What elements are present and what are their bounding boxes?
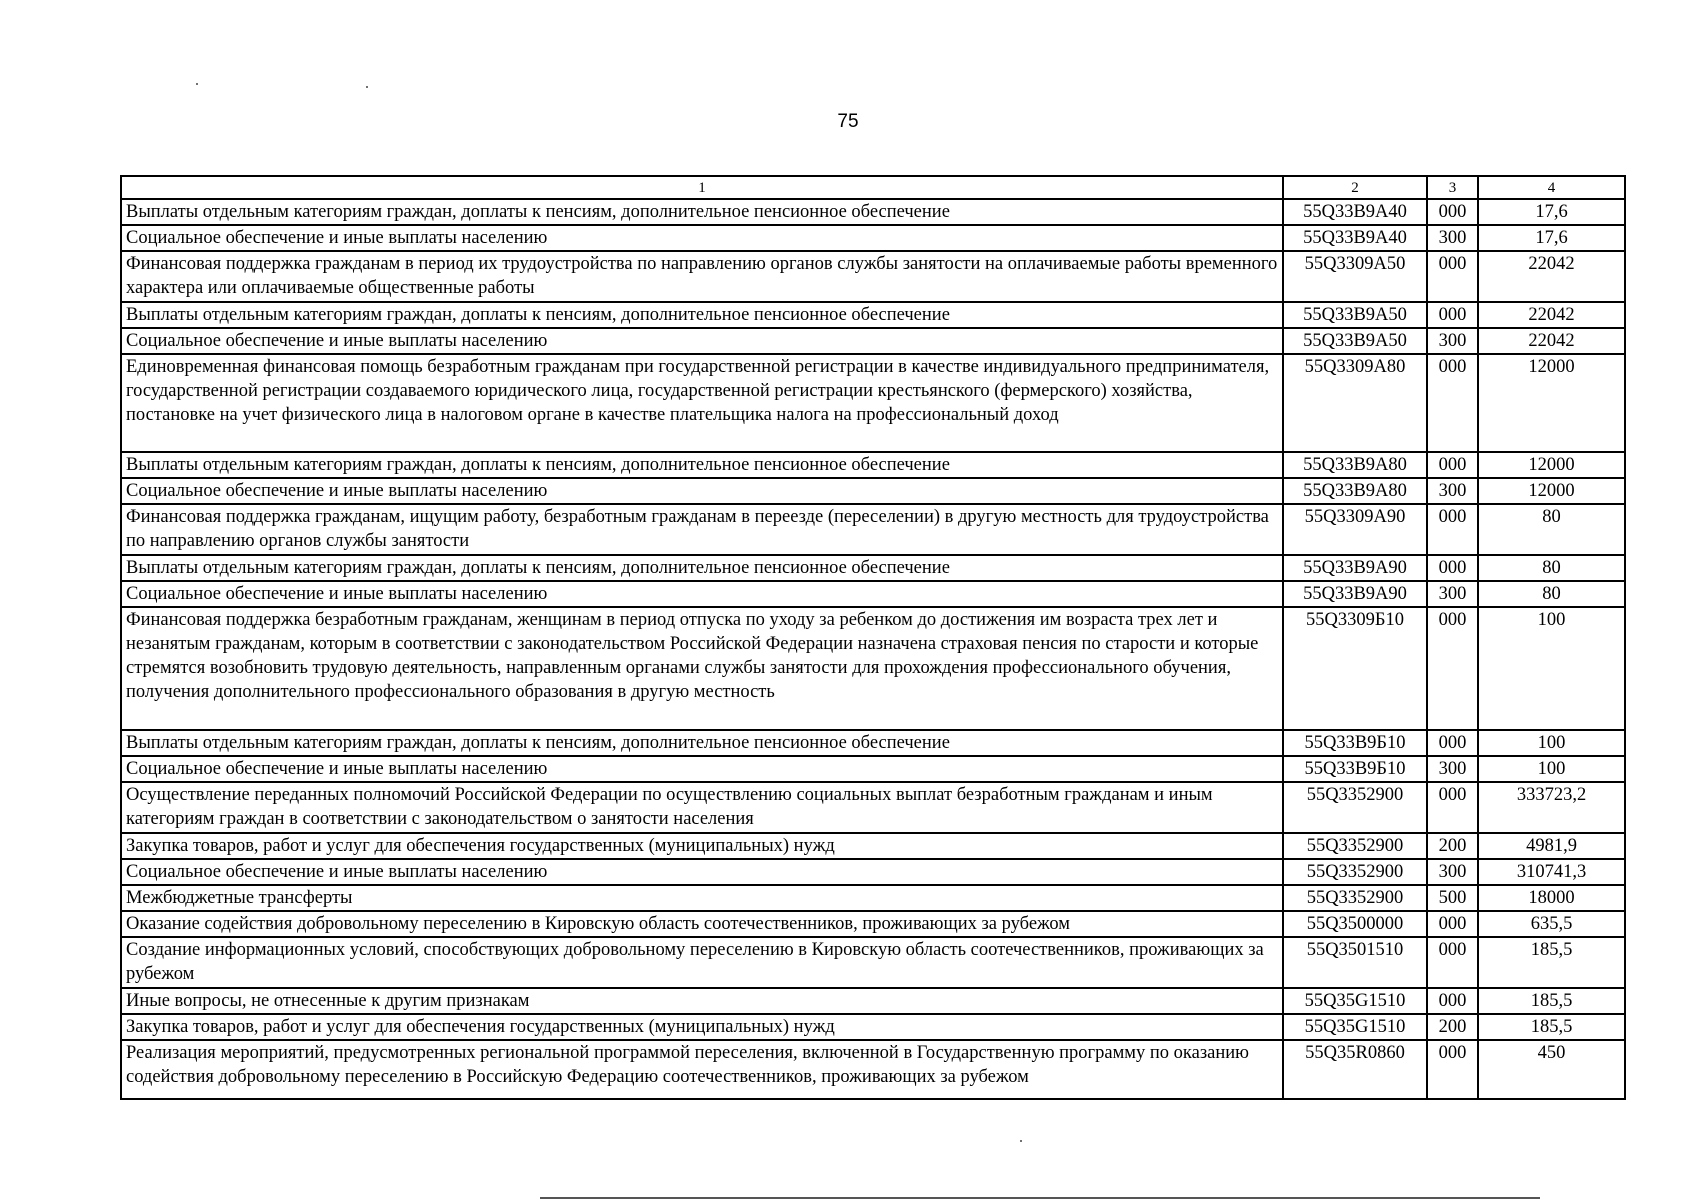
table-row (121, 555, 1625, 581)
row-code-cell: 55Q33B9A40 (1283, 225, 1427, 251)
row-name-cell: Выплаты отдельным категориям граждан, доплаты к пенсиям, дополнительное пенсионное обеспечение (121, 452, 1283, 478)
row-amount-cell: 22042 (1478, 251, 1625, 302)
row-name-cell: Выплаты отдельным категориям граждан, доплаты к пенсиям, дополнительное пенсионное обеспечение (121, 302, 1283, 328)
row-code-cell: 55Q33B9A90 (1283, 555, 1427, 581)
row-name-cell: Закупка товаров, работ и услуг для обеспечения государственных (муниципальных) нужд (121, 1014, 1283, 1040)
table-row (121, 937, 1625, 988)
row-amount-cell: 12000 (1478, 452, 1625, 478)
row-code-cell: 55Q3501510 (1283, 937, 1427, 988)
budget-table (120, 175, 1626, 1100)
row-amount-cell: 22042 (1478, 302, 1625, 328)
row-amount-cell: 100 (1478, 730, 1625, 756)
row-code-cell: 55Q3500000 (1283, 911, 1427, 937)
row-code-cell: 55Q33B9A80 (1283, 452, 1427, 478)
scan-speck (1020, 1140, 1022, 1142)
row-amount-cell: 17,6 (1478, 225, 1625, 251)
row-type-cell: 000 (1427, 782, 1478, 833)
row-amount-cell: 450 (1478, 1040, 1625, 1099)
row-type-cell: 000 (1427, 199, 1478, 225)
row-name-cell: Выплаты отдельным категориям граждан, доплаты к пенсиям, дополнительное пенсионное обеспечение (121, 730, 1283, 756)
table-row (121, 885, 1625, 911)
row-name-cell: Социальное обеспечение и иные выплаты населению (121, 581, 1283, 607)
row-type-cell: 300 (1427, 478, 1478, 504)
row-type-cell: 000 (1427, 988, 1478, 1014)
row-type-cell: 000 (1427, 302, 1478, 328)
row-name-cell: Реализация мероприятий, предусмотренных региональной программой переселения, включенной в Государственную программу по оказанию содействия добровольному переселению в Российскую Федерацию соотечественников, проживающих за рубежом (121, 1040, 1283, 1099)
row-type-cell: 000 (1427, 1040, 1478, 1099)
row-code-cell: 55Q3309A50 (1283, 251, 1427, 302)
table-row (121, 833, 1625, 859)
row-code-cell: 55Q33B9A90 (1283, 581, 1427, 607)
row-name-cell: Оказание содействия добровольному переселению в Кировскую область соотечественников, проживающих за рубежом (121, 911, 1283, 937)
row-amount-cell: 22042 (1478, 328, 1625, 354)
table-row (121, 607, 1625, 730)
table-header-row (121, 176, 1625, 199)
row-code-cell: 55Q33B9A40 (1283, 199, 1427, 225)
row-code-cell: 55Q3352900 (1283, 885, 1427, 911)
row-amount-cell: 333723,2 (1478, 782, 1625, 833)
row-amount-cell: 310741,3 (1478, 859, 1625, 885)
row-amount-cell: 4981,9 (1478, 833, 1625, 859)
row-name-cell: Иные вопросы, не отнесенные к другим признакам (121, 988, 1283, 1014)
row-code-cell: 55Q35R0860 (1283, 1040, 1427, 1099)
table-row (121, 859, 1625, 885)
row-name-cell: Межбюджетные трансферты (121, 885, 1283, 911)
table-row (121, 478, 1625, 504)
row-amount-cell: 185,5 (1478, 1014, 1625, 1040)
row-name-cell: Социальное обеспечение и иные выплаты населению (121, 225, 1283, 251)
row-code-cell: 55Q33B9A50 (1283, 328, 1427, 354)
row-name-cell: Выплаты отдельным категориям граждан, доплаты к пенсиям, дополнительное пенсионное обеспечение (121, 555, 1283, 581)
row-amount-cell: 18000 (1478, 885, 1625, 911)
row-code-cell: 55Q3309Б10 (1283, 607, 1427, 730)
row-amount-cell: 80 (1478, 504, 1625, 555)
row-type-cell: 300 (1427, 859, 1478, 885)
scan-speck (366, 86, 368, 88)
table-row (121, 1040, 1625, 1099)
row-type-cell: 000 (1427, 911, 1478, 937)
header-col-4: 4 (1478, 176, 1625, 199)
row-code-cell: 55Q33B9A50 (1283, 302, 1427, 328)
row-name-cell: Социальное обеспечение и иные выплаты населению (121, 859, 1283, 885)
row-type-cell: 300 (1427, 225, 1478, 251)
row-code-cell: 55Q3352900 (1283, 833, 1427, 859)
row-type-cell: 300 (1427, 756, 1478, 782)
row-type-cell: 200 (1427, 833, 1478, 859)
row-amount-cell: 185,5 (1478, 937, 1625, 988)
row-code-cell: 55Q35G1510 (1283, 1014, 1427, 1040)
table-row (121, 199, 1625, 225)
row-code-cell: 55Q33B9Б10 (1283, 756, 1427, 782)
header-col-2: 2 (1283, 176, 1427, 199)
table-row (121, 988, 1625, 1014)
table-row (121, 354, 1625, 452)
row-type-cell: 000 (1427, 504, 1478, 555)
row-code-cell: 55Q33B9A80 (1283, 478, 1427, 504)
header-col-3: 3 (1427, 176, 1478, 199)
row-code-cell: 55Q3352900 (1283, 782, 1427, 833)
page-bottom-rule (540, 1197, 1540, 1199)
row-type-cell: 000 (1427, 555, 1478, 581)
row-name-cell: Финансовая поддержка гражданам в период их трудоустройства по направлению органов службы занятости на оплачиваемые работы временного характера или оплачиваемые общественные работы (121, 251, 1283, 302)
row-code-cell: 55Q33B9Б10 (1283, 730, 1427, 756)
row-amount-cell: 80 (1478, 555, 1625, 581)
row-name-cell: Создание информационных условий, способствующих добровольному переселению в Кировскую область соотечественников, проживающих за рубежом (121, 937, 1283, 988)
row-name-cell: Единовременная финансовая помощь безработным гражданам при государственной регистрации в качестве индивидуального предпринимателя, государственной регистрации создаваемого юридического лица, государственной регистрации крестьянского (фермерского) хозяйства, постановке на учет физического лица в налоговом органе в качестве плательщика налога на профессиональный доход (121, 354, 1283, 452)
table-row (121, 504, 1625, 555)
row-code-cell: 55Q3309A90 (1283, 504, 1427, 555)
table-row (121, 730, 1625, 756)
table-row (121, 782, 1625, 833)
table-row (121, 911, 1625, 937)
row-type-cell: 000 (1427, 251, 1478, 302)
row-type-cell: 500 (1427, 885, 1478, 911)
row-name-cell: Осуществление переданных полномочий Российской Федерации по осуществлению социальных выплат безработным гражданам и иным категориям граждан в соответствии с законодательством о занятости населения (121, 782, 1283, 833)
table-row (121, 1014, 1625, 1040)
table-row (121, 225, 1625, 251)
row-name-cell: Выплаты отдельным категориям граждан, доплаты к пенсиям, дополнительное пенсионное обеспечение (121, 199, 1283, 225)
row-type-cell: 200 (1427, 1014, 1478, 1040)
row-amount-cell: 100 (1478, 607, 1625, 730)
row-name-cell: Социальное обеспечение и иные выплаты населению (121, 478, 1283, 504)
row-code-cell: 55Q35G1510 (1283, 988, 1427, 1014)
row-name-cell: Социальное обеспечение и иные выплаты населению (121, 328, 1283, 354)
row-amount-cell: 185,5 (1478, 988, 1625, 1014)
page-number: 75 (837, 111, 859, 132)
table-row (121, 251, 1625, 302)
row-name-cell: Социальное обеспечение и иные выплаты населению (121, 756, 1283, 782)
row-amount-cell: 80 (1478, 581, 1625, 607)
row-amount-cell: 12000 (1478, 354, 1625, 452)
row-code-cell: 55Q3309A80 (1283, 354, 1427, 452)
row-name-cell: Закупка товаров, работ и услуг для обеспечения государственных (муниципальных) нужд (121, 833, 1283, 859)
row-amount-cell: 12000 (1478, 478, 1625, 504)
table-row (121, 328, 1625, 354)
row-name-cell: Финансовая поддержка безработным гражданам, женщинам в период отпуска по уходу за ребенком до достижения им возраста трех лет и незанятым гражданам, которым в соответствии с законодательством Российской Федерации назначена страховая пенсия по старости и которые стремятся возобновить трудовую деятельность, направленным органами службы занятости для прохождения профессионального обучения, получения дополнительного профессионального образования в другую местность (121, 607, 1283, 730)
row-type-cell: 300 (1427, 328, 1478, 354)
row-type-cell: 000 (1427, 607, 1478, 730)
table-row (121, 756, 1625, 782)
row-type-cell: 300 (1427, 581, 1478, 607)
table-row (121, 452, 1625, 478)
table-row (121, 302, 1625, 328)
row-type-cell: 000 (1427, 452, 1478, 478)
row-name-cell: Финансовая поддержка гражданам, ищущим работу, безработным гражданам в переезде (переселении) в другую местность для трудоустройства по направлению органов службы занятости (121, 504, 1283, 555)
row-amount-cell: 635,5 (1478, 911, 1625, 937)
row-type-cell: 000 (1427, 354, 1478, 452)
table-row (121, 581, 1625, 607)
header-col-1: 1 (121, 176, 1283, 199)
row-type-cell: 000 (1427, 937, 1478, 988)
row-type-cell: 000 (1427, 730, 1478, 756)
row-amount-cell: 100 (1478, 756, 1625, 782)
scan-speck (196, 83, 198, 85)
row-code-cell: 55Q3352900 (1283, 859, 1427, 885)
row-amount-cell: 17,6 (1478, 199, 1625, 225)
